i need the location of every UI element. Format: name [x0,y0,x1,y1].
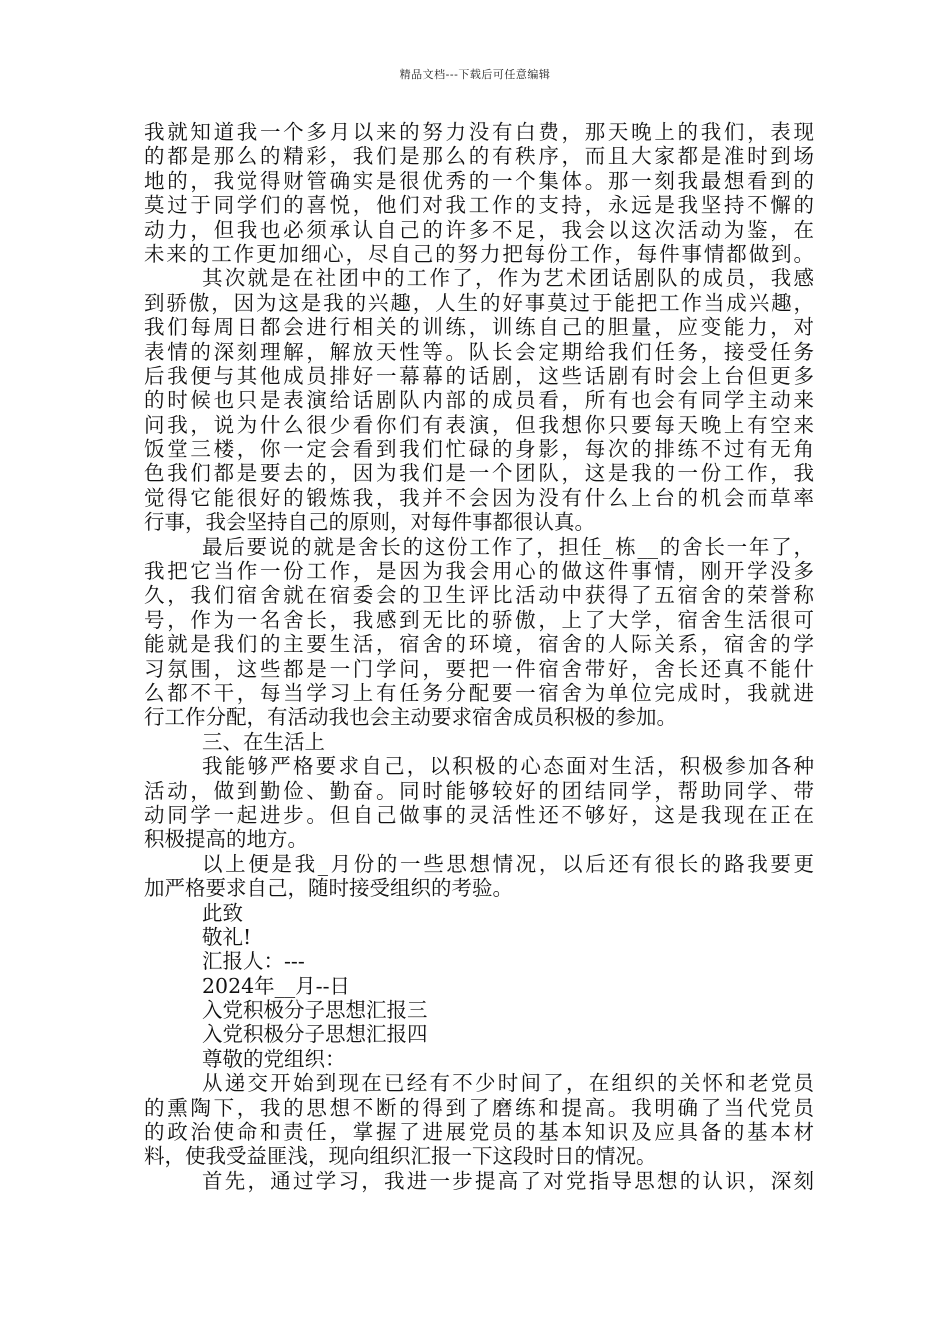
document-body [144,120,814,1193]
text-line: 久，我们宿舍就在宿委会的卫生评比活动中获得了五宿舍的荣誉称 [144,583,814,608]
text-line: 积极提高的地方。 [144,827,308,852]
text-line: 首先，通过学习，我进一步提高了对党指导思想的认识，深刻 [202,1168,814,1193]
text-line: 入党积极分子思想汇报三 [202,998,428,1023]
text-line: 入党积极分子思想汇报四 [202,1022,428,1047]
text-line: 我把它当作一份工作，是因为我会用心的做这件事情，刚开学没多 [144,559,814,584]
text-line: 莫过于同学们的喜悦，他们对我工作的支持，永远是我坚持不懈的 [144,193,814,218]
text-line: 行事，我会坚持自己的原则，对每件事都很认真。 [144,510,595,535]
text-line: 从递交开始到现在已经有不少时间了，在组织的关怀和老党员 [202,1071,814,1096]
text-line: 表情的深刻理解，解放天性等。队长会定期给我们任务，接受任务 [144,339,814,364]
text-line: 活动，做到勤俭、勤奋。同时能够较好的团结同学，帮助同学、带 [144,778,814,803]
text-line: 其次就是在社团中的工作了，作为艺术团话剧队的成员，我感 [202,266,814,291]
text-line: 敬礼! [202,924,252,949]
text-line: 未来的工作更加细心，尽自己的努力把每份工作，每件事情都做到。 [144,241,814,266]
text-line: 此致 [202,900,243,925]
text-line: 问我，说为什么很少看你们有表演，但我想你只要每天晚上有空来 [144,412,814,437]
text-line: 我们每周日都会进行相关的训练，训练自己的胆量，应变能力，对 [144,315,814,340]
text-line: 我就知道我一个多月以来的努力没有白费，那天晚上的我们，表现 [144,120,814,144]
text-line: 到骄傲，因为这是我的兴趣，人生的好事莫过于能把工作当成兴趣， [144,290,814,315]
text-line: 动同学一起进步。但自己做事的灵活性还不够好，这是我现在正在 [144,802,814,827]
text-line: 最后要说的就是舍长的这份工作了，担任_栋__的舍长一年了， [202,534,814,559]
page-header: 精品文档---下载后可任意编辑 [399,68,551,81]
text-line: 动力，但我也必须承认自己的许多不足，我会以这次活动为鉴，在 [144,217,814,242]
text-line: 料，使我受益匪浅，现向组织汇报一下这段时日的情况。 [144,1144,657,1169]
text-line: 尊敬的党组织： [202,1046,346,1071]
text-line: 色我们都是要去的，因为我们是一个团队，这是我的一份工作，我 [144,461,814,486]
text-line: 习氛围，这些都是一门学问，要把一件宿舍带好，舍长还真不能什 [144,656,814,681]
text-line: 加严格要求自己，随时接受组织的考验。 [144,876,513,901]
text-line: 的熏陶下，我的思想不断的得到了磨练和提高。我明确了当代党员 [144,1095,814,1120]
text-line: 的都是那么的精彩，我们是那么的有秩序，而且大家都是准时到场 [144,144,814,169]
text-line: 觉得它能很好的锻炼我，我并不会因为没有什么上台的机会而草率 [144,485,814,510]
text-line: 的政治使命和责任，掌握了进展党员的基本知识及应具备的基本材 [144,1120,814,1145]
text-line: 能就是我们的主要生活，宿舍的环境，宿舍的人际关系，宿舍的学 [144,632,814,657]
text-line: 后我便与其他成员排好一幕幕的话剧，这些话剧有时会上台但更多 [144,363,814,388]
text-line: 地的，我觉得财管确实是很优秀的一个集体。那一刻我最想看到的 [144,168,814,193]
text-line: 我能够严格要求自己，以积极的心态面对生活，积极参加各种 [202,754,814,779]
text-line: 号，作为一名舍长，我感到无比的骄傲，上了大学，宿舍生活很可 [144,607,814,632]
text-line: 的时候也只是表演给话剧队内部的成员看，所有也会有同学主动来 [144,388,814,413]
text-line: 么都不干，每当学习上有任务分配要一宿舍为单位完成时，我就进 [144,680,814,705]
text-line: 行工作分配，有活动我也会主动要求宿舍成员积极的参加。 [144,705,677,730]
text-line: 三、在生活上 [202,729,325,754]
text-line: 饭堂三楼，你一定会看到我们忙碌的身影，每次的排练不过有无角 [144,437,814,462]
text-line: 汇报人：--- [202,949,305,974]
text-line: 以上便是我_月份的一些思想情况，以后还有很长的路我要更 [202,851,814,876]
text-line: 2024年__月--日 [202,973,351,998]
